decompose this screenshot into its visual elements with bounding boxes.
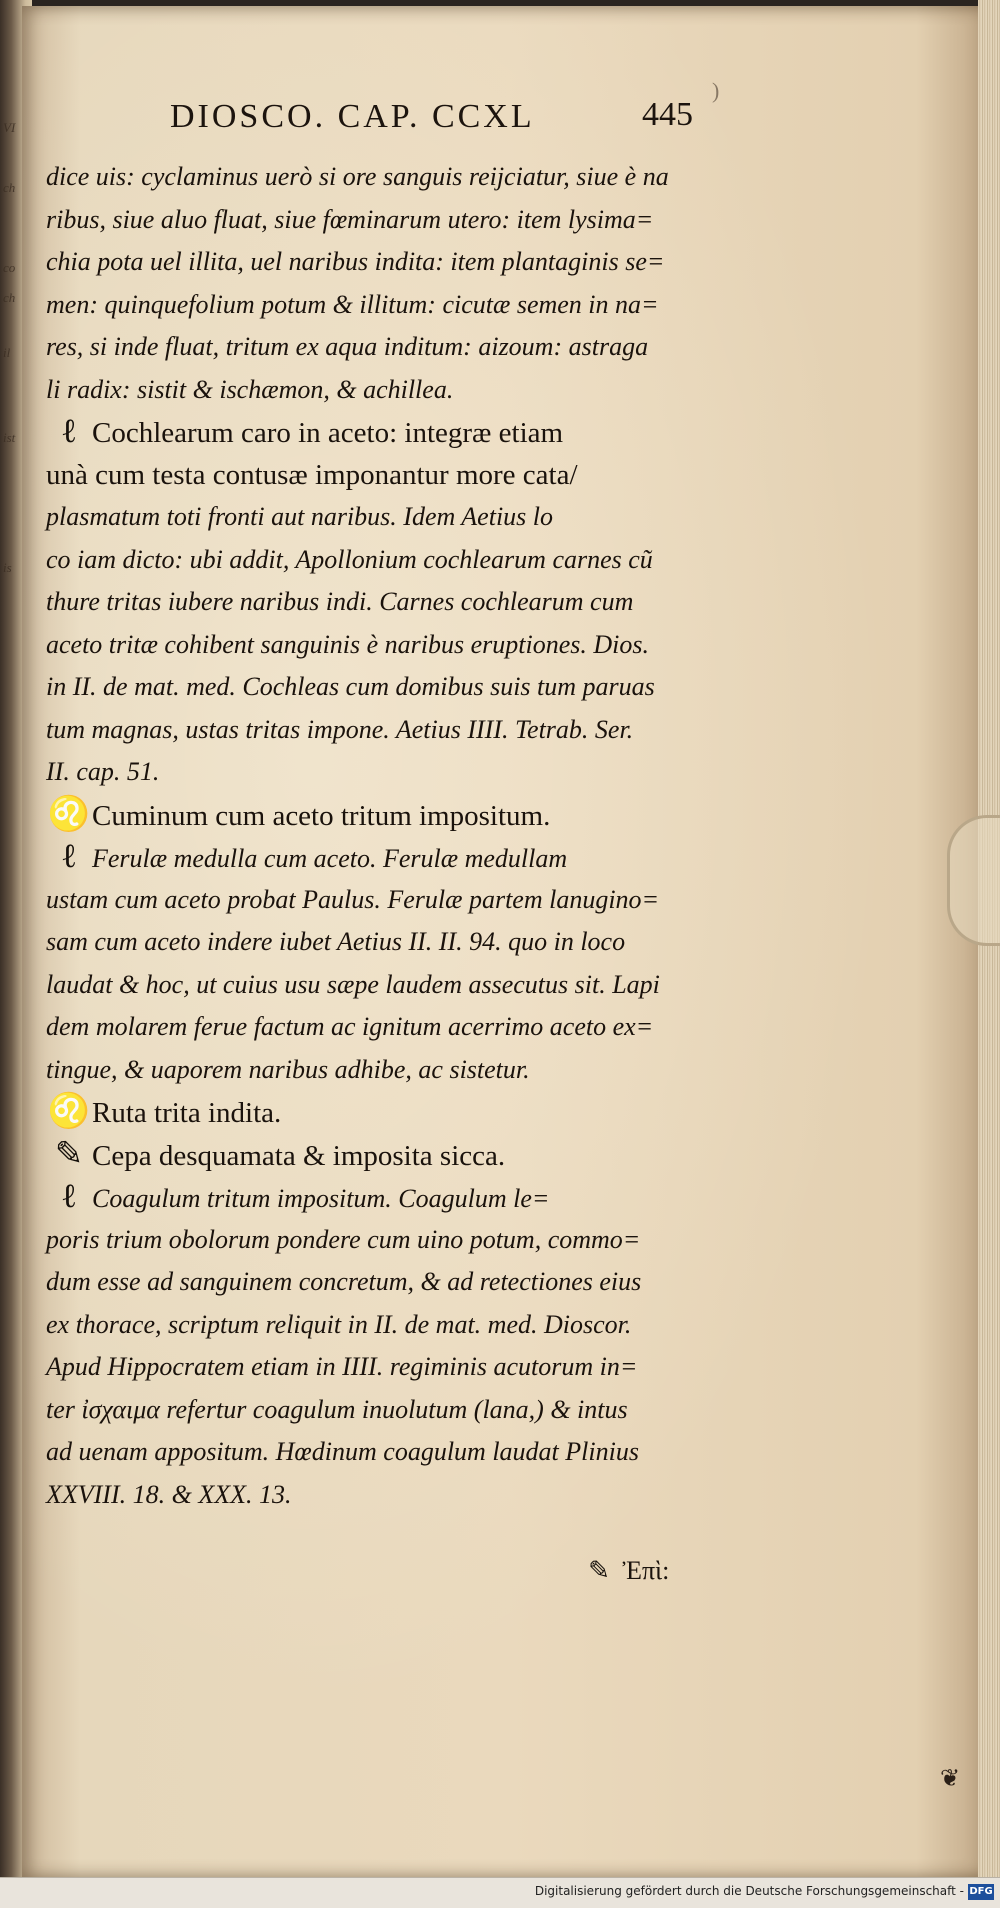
text-line (46, 1261, 786, 1304)
text-line-content: Cochlearum caro in aceto: integræ etiam (92, 417, 564, 449)
facing-margin-fragment: is (3, 560, 12, 575)
text-line-content: men: quinquefolium potum & illitum: cicutæ semen in na= (46, 289, 659, 319)
book-page (22, 6, 994, 1878)
text-line (46, 326, 786, 369)
corner-mark-icon: ❦ (940, 1766, 961, 1792)
text-line (46, 666, 786, 709)
text-line-content: plasmatum toti fronti aut naribus. Idem Aetius lo (46, 502, 554, 531)
text-line-content: poris trium obolorum pondere cum uino potum, commo= (46, 1224, 641, 1254)
text-line-content: XXVIII. 18. & XXX. 13. (46, 1479, 292, 1509)
text-line-content: ad uenam appositum. Hœdinum coagulum laudat Plinius (46, 1437, 639, 1466)
text-line (46, 1176, 786, 1219)
facing-margin-fragment: VI (3, 120, 16, 135)
text-line (46, 1304, 786, 1347)
text-line-content: Coagulum tritum impositum. Coagulum le= (92, 1184, 550, 1213)
text-line-content: dem molarem ferue factum ac ignitum acerrimo aceto ex= (46, 1012, 654, 1041)
page-number: 445 (642, 96, 693, 133)
text-line (46, 284, 786, 327)
text-line-content: sam cum aceto indere iubet Aetius II. II. 94. quo in loco (46, 927, 626, 956)
text-line-content: laudat & hoc, ut cuius usu sæpe laudem assecutus sit. Lapi (46, 969, 660, 999)
text-line-content: tingue, & uaporem naribus adhibe, ac sistetur. (46, 1054, 530, 1084)
paragraph-symbol-icon: ℓ (60, 1178, 78, 1215)
text-line (46, 1006, 786, 1049)
book-clasp (947, 815, 1000, 946)
text-line-content: res, si inde fluat, tritum ex aqua inditum: aizoum: astraga (46, 332, 649, 361)
text-line (46, 1389, 786, 1432)
text-line-content: li radix: sistit & ischæmon, & achillea. (46, 374, 454, 404)
paragraph-symbol-icon: ℓ (60, 413, 78, 450)
paragraph-symbol-icon: ♌ (47, 795, 91, 833)
text-line-content: II. cap. 51. (46, 757, 160, 786)
text-line (46, 1346, 786, 1389)
text-line (46, 156, 786, 199)
text-line-content: ex thorace, scriptum reliquit in II. de mat. med. Dioscor. (46, 1309, 632, 1339)
text-line (46, 1091, 786, 1134)
catchword-text: Ἐπὶ: (622, 1556, 670, 1585)
facing-margin-fragment: ch (3, 290, 16, 305)
body-text (46, 156, 786, 1516)
page-edges (978, 0, 1000, 1908)
text-line (46, 581, 786, 624)
text-line (46, 751, 786, 794)
text-line (46, 411, 786, 454)
text-line (46, 879, 786, 922)
text-line (46, 1134, 786, 1177)
text-line (46, 241, 786, 284)
text-line-content: Ruta trita indita. (92, 1097, 282, 1129)
text-line-content: chia pota uel illita, uel naribus indita: item plantaginis se= (46, 247, 665, 276)
facing-page-margin (0, 0, 22, 1908)
text-line (46, 1474, 786, 1517)
text-line (46, 1049, 786, 1092)
text-line (46, 1431, 786, 1474)
text-line (46, 709, 786, 752)
catchword (582, 1556, 669, 1586)
text-line (46, 921, 786, 964)
pencil-mark: ) (712, 78, 720, 103)
text-line-content: co iam dicto: ubi addit, Apollonium cochlearum carnes cũ (46, 544, 653, 574)
text-line-content: thure tritas iubere naribus indi. Carnes cochlearum cum (46, 587, 634, 616)
paragraph-symbol-icon: ✎ (54, 1135, 84, 1173)
text-line-content: dum esse ad sanguinem concretum, & ad retectiones eius (46, 1267, 642, 1296)
footer (0, 1877, 1000, 1908)
text-line (46, 1219, 786, 1262)
text-line-content: Cuminum cum aceto tritum impositum. (92, 799, 551, 832)
text-line (46, 964, 786, 1007)
text-line (46, 454, 786, 497)
text-line-content: aceto tritæ cohibent sanguinis è naribus eruptiones. Dios. (46, 629, 650, 659)
text-line (46, 369, 786, 412)
text-line-content: Apud Hippocratem etiam in IIII. regiminis acutorum in= (46, 1352, 638, 1381)
text-line-content: ter ἰσχαιμα refertur coagulum inuolutum (lana,) & intus (46, 1394, 628, 1424)
text-line (46, 539, 786, 582)
facing-margin-fragment: il (3, 345, 11, 360)
facing-margin-fragment: co (3, 260, 16, 275)
footer-credit: Digitalisierung gefördert durch die Deutsche Forschungsgemeinschaft - (534, 1884, 964, 1898)
facing-margin-fragment: ch (3, 180, 16, 195)
facing-margin-fragment: ist (3, 430, 16, 445)
running-head: DIOSCO. CAP. CCXL (170, 98, 535, 135)
text-line (46, 836, 786, 879)
text-line-content: ustam cum aceto probat Paulus. Ferulæ partem lanugino= (46, 884, 660, 914)
dfg-logo: DFG (968, 1884, 994, 1900)
text-line (46, 199, 786, 242)
paragraph-symbol-icon: ℓ (60, 838, 78, 875)
paragraph-symbol-icon: ♌ (47, 1093, 91, 1130)
catchword-symbol-icon: ✎ (588, 1556, 610, 1585)
text-line-content: Cepa desquamata & imposita sicca. (92, 1139, 506, 1172)
text-line-content: in II. de mat. med. Cochleas cum domibus suis tum paruas (46, 672, 655, 701)
text-line (46, 496, 786, 539)
text-line-content: dice uis: cyclaminus uerò si ore sanguis reijciatur, siue è na (46, 162, 669, 191)
text-line-content: Ferulæ medulla cum aceto. Ferulæ medullam (92, 844, 568, 873)
text-line (46, 794, 786, 837)
text-line-content: unà cum testa contusæ imponantur more cata/ (46, 458, 578, 491)
text-line-content: tum magnas, ustas tritas impone. Aetius IIII. Tetrab. Ser. (46, 714, 634, 744)
text-line-content: ribus, siue aluo fluat, siue fœminarum utero: item lysima= (46, 204, 654, 234)
text-line (46, 624, 786, 667)
